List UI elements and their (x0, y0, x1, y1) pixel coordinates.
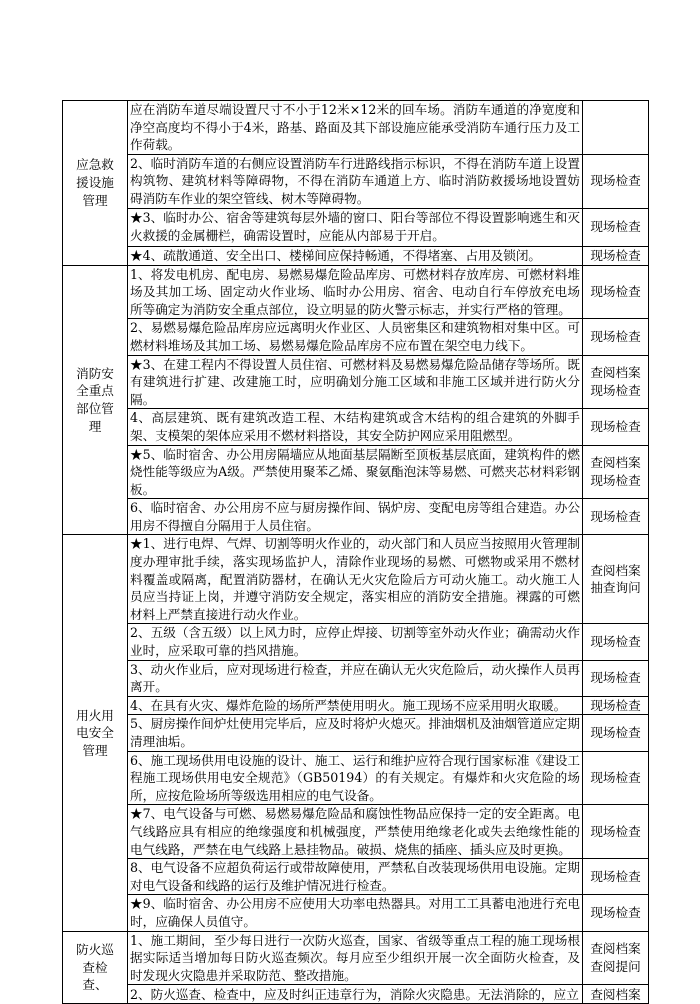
table-row (63, 409, 649, 445)
inspection-method-cell: 现场检查 (583, 859, 649, 895)
inspection-method-cell: 现场检查 (583, 895, 649, 931)
category-cell (63, 265, 128, 535)
requirement-cell: 应在消防车道尽端设置尺寸不小于12米×12米的回车场。消防车通道的净宽度和净空高度均不得小于4米，路基、路面及其下部设施应能承受消防车通行压力及工作荷载。 (128, 101, 583, 155)
table-row (63, 751, 649, 805)
requirement-cell: 2、防火巡查、检查中，应及时纠正违章行为，消除火灾隐患。无法消除的，应立 (128, 985, 583, 1004)
requirement-cell: 4、在具有火灾、爆炸危险的场所严禁使用明火。施工现场不应采用明火取暖。 (128, 696, 583, 715)
category-cell (63, 535, 128, 931)
inspection-method-cell: 现场检查 (583, 805, 649, 859)
table-row (63, 208, 649, 246)
table-row (63, 535, 649, 624)
requirement-cell: ★5、临时宿舍、办公用房隔墙应从地面基层隔断至顶板基层底面，建筑构件的燃烧性能等级应为A级。严禁使用聚苯乙烯、聚氨酯泡沫等易燃、可燃夹芯材料彩钢板。 (128, 445, 583, 499)
requirement-cell: ★4、疏散通道、安全出口、楼梯间应保持畅通，不得堵塞、占用及锁闭。 (128, 246, 583, 265)
category-label: 消防安全重点部位管理 (76, 365, 114, 434)
requirement-cell: ★3、在建工程内不得设置人员住宿、可燃材料及易燃易爆危险品储存等场所。既有建筑进行扩建、改建施工时，应明确划分施工区域和非施工区域并进行防火分隔。 (128, 355, 583, 409)
requirement-cell: ★3、临时办公、宿舍等建筑每层外墙的窗口、阳台等部位不得设置影响逃生和灭火救援的金属栅栏，确需设置时，应能从内部易于开启。 (128, 208, 583, 246)
inspection-method-cell: 查阅档案抽查询问 (583, 535, 649, 624)
inspection-method-cell: 现场检查 (583, 208, 649, 246)
inspection-method-cell: 现场检查 (583, 751, 649, 805)
table-row (63, 895, 649, 931)
requirement-cell: ★9、临时宿舍、办公用房不应使用大功率电热器具。对用工工具蓄电池进行充电时，应确保人员值守。 (128, 895, 583, 931)
inspection-method-cell: 现场检查 (583, 246, 649, 265)
inspection-method-cell: 现场检查 (583, 624, 649, 660)
requirement-cell: 2、临时消防车道的右侧应设置消防车行进路线指示标识，不得在消防车道上设置构筑物、建筑材料等障碍物，不得在消防车通道上方、临时消防救援场地设置妨碍消防车作业的架空管线、树木等障碍物。 (128, 154, 583, 208)
fire-safety-inspection-table (62, 100, 649, 1004)
table-row (63, 660, 649, 696)
requirement-cell: ★1、进行电焊、气焊、切割等明火作业的，动火部门和人员应当按照用火管理制度办理审批手续，落实现场监护人，清除作业现场的易燃、可燃物或采用不燃材料覆盖或隔离，配置消防器材，在确认无火灾危险后方可动火施工。动火施工人员应当持证上岗，并遵守消防安全规定，落实相应的消防安全措施。裸露的可燃材料上严禁直接进行动火作业。 (128, 535, 583, 624)
table-row (63, 499, 649, 535)
category-label: 防火巡查检查、 (76, 942, 114, 993)
requirement-cell: 3、动火作业后，应对现场进行检查，并应在确认无火灾危险后，动火操作人员再离开。 (128, 660, 583, 696)
table-row (63, 265, 649, 319)
table-row (63, 246, 649, 265)
table-row (63, 931, 649, 985)
requirement-cell: ★7、电气设备与可燃、易燃易爆危险品和腐蚀性物品应保持一定的安全距离。电气线路应具有相应的绝缘强度和机械强度，严禁使用绝缘老化或失去绝缘性能的电气线路，严禁在电气线路上悬挂物品。破损、烧焦的插座、插头应及时更换。 (128, 805, 583, 859)
inspection-method-cell: 现场检查 (583, 154, 649, 208)
table-row (63, 805, 649, 859)
table-row (63, 715, 649, 751)
inspection-method-cell: 现场检查 (583, 409, 649, 445)
inspection-method-cell: 查阅档案现场检查 (583, 445, 649, 499)
requirement-cell: 1、将发电机房、配电房、易燃易爆危险品库房、可燃材料存放库房、可燃材料堆场及其加工场、固定动火作业场、临时办公用房、宿舍、电动自行车停放充电场所等确定为消防安全重点部位，设立明显的防火警示标志，并实行严格的管理。 (128, 265, 583, 319)
requirement-cell: 5、厨房操作间炉灶使用完毕后，应及时将炉火熄灭。排油烟机及油烟管道应定期清理油垢。 (128, 715, 583, 751)
table-row (63, 355, 649, 409)
table-row (63, 445, 649, 499)
requirement-cell: 6、施工现场供用电设施的设计、施工、运行和维护应符合现行国家标准《建设工程施工现场供用电安全规范》（GB50194）的有关规定。有爆炸和火灾危险的场所，应按危险场所等级选用相应的电气设备。 (128, 751, 583, 805)
table-row (63, 696, 649, 715)
requirement-cell: 2、易燃易爆危险品库房应远离明火作业区、人员密集区和建筑物相对集中区。可燃材料堆场及其加工场、易燃易爆危险品库房不应布置在架空电力线下。 (128, 319, 583, 355)
requirement-cell: 4、高层建筑、既有建筑改造工程、木结构建筑或含木结构的组合建筑的外脚手架、支模架的架体应采用不燃材料搭设，其安全防护网应采用阻燃型。 (128, 409, 583, 445)
table-row (63, 101, 649, 155)
requirement-cell: 1、施工期间，至少每日进行一次防火巡查，国家、省级等重点工程的施工现场根据实际适当增加每日防火巡查频次。每月应至少组织开展一次全面防火检查，及时发现火灾隐患并采取防范、整改措施。 (128, 931, 583, 985)
category-label: 用火用电安全管理 (76, 707, 114, 758)
table-row (63, 319, 649, 355)
inspection-method-cell: 现场检查 (583, 715, 649, 751)
requirement-cell: 8、电气设备不应超负荷运行或带故障使用，严禁私自改装现场供用电设施。定期对电气设备和线路的运行及维护情况进行检查。 (128, 859, 583, 895)
inspection-method-cell: 现场检查 (583, 319, 649, 355)
table-row (63, 624, 649, 660)
category-cell (63, 931, 128, 1004)
requirement-cell: 2、五级（含五级）以上风力时，应停止焊接、切割等室外动火作业；确需动火作业时，应采取可靠的挡风措施。 (128, 624, 583, 660)
category-label: 应急救援设施管理 (76, 157, 114, 208)
inspection-method-cell: 查阅档案现场检查 (583, 355, 649, 409)
requirement-cell: 6、临时宿舍、办公用房不应与厨房操作间、锅炉房、变配电房等组合建造。办公用房不得擅自分隔用于人员住宿。 (128, 499, 583, 535)
inspection-method-cell: 查阅档案 (583, 985, 649, 1004)
inspection-method-cell: 现场检查 (583, 499, 649, 535)
inspection-method-cell: 查阅档案查阅提问 (583, 931, 649, 985)
table-row (63, 154, 649, 208)
table-row (63, 859, 649, 895)
inspection-method-cell: 现场检查 (583, 660, 649, 696)
category-cell (63, 101, 128, 266)
inspection-method-cell: 现场检查 (583, 696, 649, 715)
inspection-method-cell (583, 101, 649, 155)
inspection-method-cell: 现场检查 (583, 265, 649, 319)
table-row (63, 985, 649, 1004)
